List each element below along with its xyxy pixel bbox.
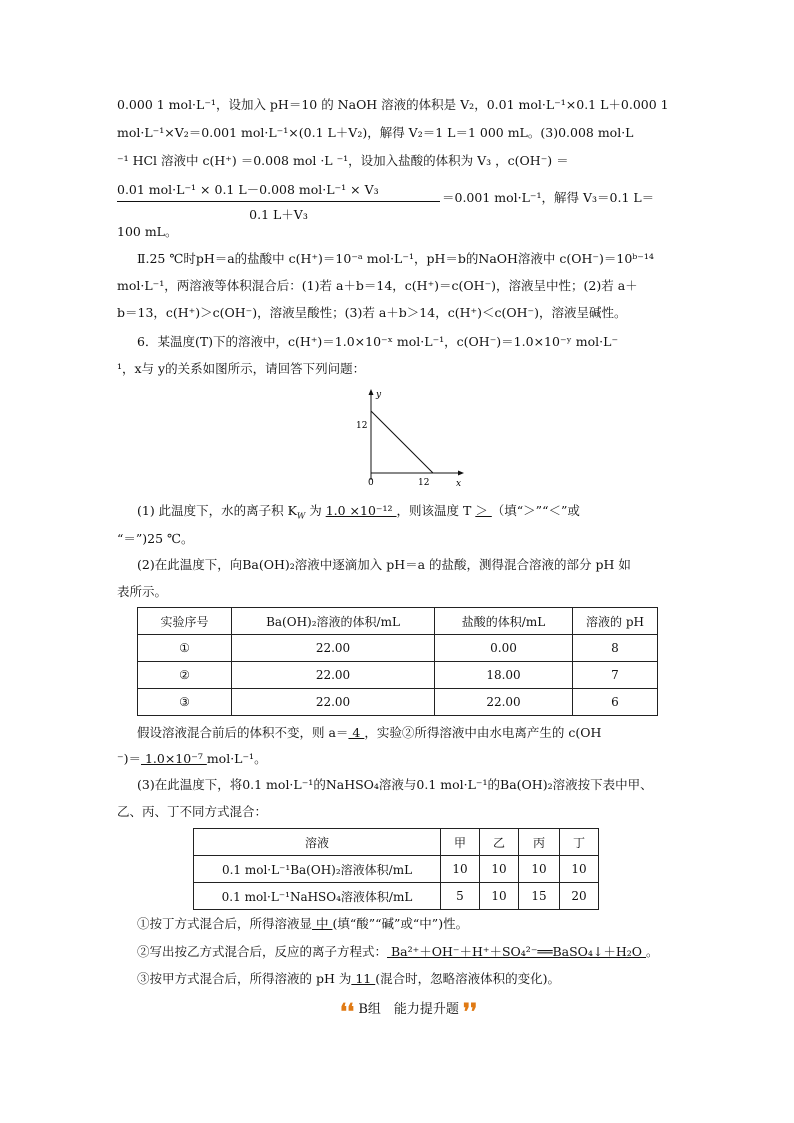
p3-line-2: 乙、丙、丁不同方式混合：: [117, 804, 268, 819]
answer-ionic-equation: Ba²⁺＋OH⁻＋H⁺＋SO₄²⁻══BaSO₄↓＋H₂O: [387, 944, 647, 959]
close-quote-icon: ❜❜: [463, 999, 478, 1025]
answer-a: 4: [348, 725, 365, 740]
solution-after-fraction: ＝0.001 mol·L⁻¹，解得 V₃＝0.1 L＝: [442, 190, 655, 205]
p1-line-2: “＝”)25 ℃。: [117, 531, 194, 546]
x-axis-label: x: [456, 479, 462, 489]
p2b-line-2: ⁻)＝ 1.0×10⁻⁷ mol·L⁻¹。: [117, 751, 267, 766]
section-b-label: B组 能力提升题: [358, 1002, 459, 1017]
q3-line-3: ③按甲方式混合后，所得溶液的 pH 为 11 (混合时，忽略溶液体积的变化)。: [137, 971, 560, 986]
table-row: ③ 22.00 22.00 6: [138, 689, 658, 716]
solution-line-2: mol·L⁻¹×V₂＝0.001 mol·L⁻¹×(0.1 L＋V₂)，解得 V₂＝1 L＝1 000 mL。(3)0.008 mol·L: [117, 125, 634, 140]
p1-line-1: (1) 此温度下，水的离子积 $K_W$ 为 1.0 ×10⁻¹² ，则该温度 T ＞ （填“＞”“＜”或: [137, 503, 580, 521]
section-b-header: [340, 998, 477, 1025]
q3-line-1: ①按丁方式混合后，所得溶液显 中 (填“酸”“碱”或“中”)性。: [137, 916, 469, 931]
y-axis-label: y: [376, 390, 382, 400]
table-row: 0.1 mol·L⁻¹Ba(OH)₂溶液体积/mL 10 10 10 10: [194, 856, 599, 883]
y-tick-label: 12: [356, 421, 368, 431]
fraction: [117, 180, 440, 223]
answer-temperature: ＞: [475, 503, 492, 518]
p2b-line-1: 假设溶液混合前后的体积不变，则 a＝ 4 ，实验②所得溶液中由水电离产生的 c(OH: [137, 725, 602, 740]
ph-table: [137, 607, 658, 716]
fraction-denominator: 0.1 L＋V₃: [249, 207, 308, 222]
answer-oh-concentration: 1.0×10⁻⁷: [140, 751, 207, 766]
part2-line-1: Ⅱ.25 ℃时pH＝a的盐酸中 c(H⁺)＝10⁻ᵃ mol·L⁻¹，pH＝b的NaOH溶液中 c(OH⁻)＝10ᵇ⁻¹⁴: [137, 251, 654, 266]
table-row: ① 22.00 0.00 8: [138, 635, 658, 662]
fraction-numerator: 0.01 mol·L⁻¹ × 0.1 L－0.008 mol·L⁻¹ × V₃: [117, 180, 440, 202]
x-axis-arrow: [458, 471, 464, 476]
table-row: 0.1 mol·L⁻¹NaHSO₄溶液体积/mL 5 10 15 20: [194, 883, 599, 910]
part2-line-2: mol·L⁻¹，两溶液等体积混合后：(1)若 a＋b＝14，c(H⁺)＝c(OH⁻)，溶液呈中性；(2)若 a＋: [117, 278, 638, 293]
q6-line-2: ¹，x与 y的关系如图所示，请回答下列问题：: [117, 361, 366, 376]
p3-line-1: (3)在此温度下，将0.1 mol·L⁻¹的NaHSO₄溶液与0.1 mol·L⁻¹的Ba(OH)₂溶液按下表中甲、: [137, 777, 653, 792]
table-header-row: 溶液 甲 乙 丙 丁: [194, 829, 599, 856]
p2-line-2: 表所示。: [117, 584, 168, 599]
answer-ion-product: 1.0 ×10⁻¹²: [325, 503, 397, 518]
p2-line-1: (2)在此温度下，向Ba(OH)₂溶液中逐滴加入 pH＝a 的盐酸，测得混合溶液的部分 pH 如: [137, 557, 631, 572]
solution-line-1: 0.000 1 mol·L⁻¹，设加入 pH＝10 的 NaOH 溶液的体积是 V₂，0.01 mol·L⁻¹×0.1 L＋0.000 1: [117, 97, 669, 112]
answer-ph: 11: [351, 971, 376, 986]
data-line: [371, 411, 433, 473]
table-row: ② 22.00 18.00 7: [138, 662, 658, 689]
mixing-table: [193, 828, 599, 910]
x-tick-label: 12: [418, 478, 430, 488]
answer-nature: 中: [312, 916, 333, 931]
part2-line-3: b＝13，c(H⁺)＞c(OH⁻)，溶液呈酸性；(3)若 a＋b＞14，c(H⁺)＜c(OH⁻)，溶液呈碱性。: [117, 305, 627, 320]
origin-label: 0: [368, 478, 374, 488]
solution-line-3: ⁻¹ HCl 溶液中 c(H⁺) ＝0.008 mol ·L ⁻¹，设加入盐酸的体积为 V₃ ，c(OH⁻) ＝: [117, 153, 569, 168]
solution-line-5: 100 mL。: [117, 224, 178, 239]
q6-line-1: 6．某温度(T)下的溶液中，c(H⁺)＝1.0×10⁻ˣ mol·L⁻¹，c(OH⁻)＝1.0×10⁻ʸ mol·L⁻: [137, 334, 619, 349]
xy-graph: [350, 385, 470, 490]
open-quote-icon: ❛❛: [340, 999, 355, 1025]
table-header-row: 实验序号 Ba(OH)₂溶液的体积/mL 盐酸的体积/mL 溶液的 pH: [138, 608, 658, 635]
q3-line-2: ②写出按乙方式混合后，反应的离子方程式： Ba²⁺＋OH⁻＋H⁺＋SO₄²⁻══BaSO₄↓＋H₂O 。: [137, 944, 659, 959]
y-axis-arrow: [369, 389, 374, 395]
